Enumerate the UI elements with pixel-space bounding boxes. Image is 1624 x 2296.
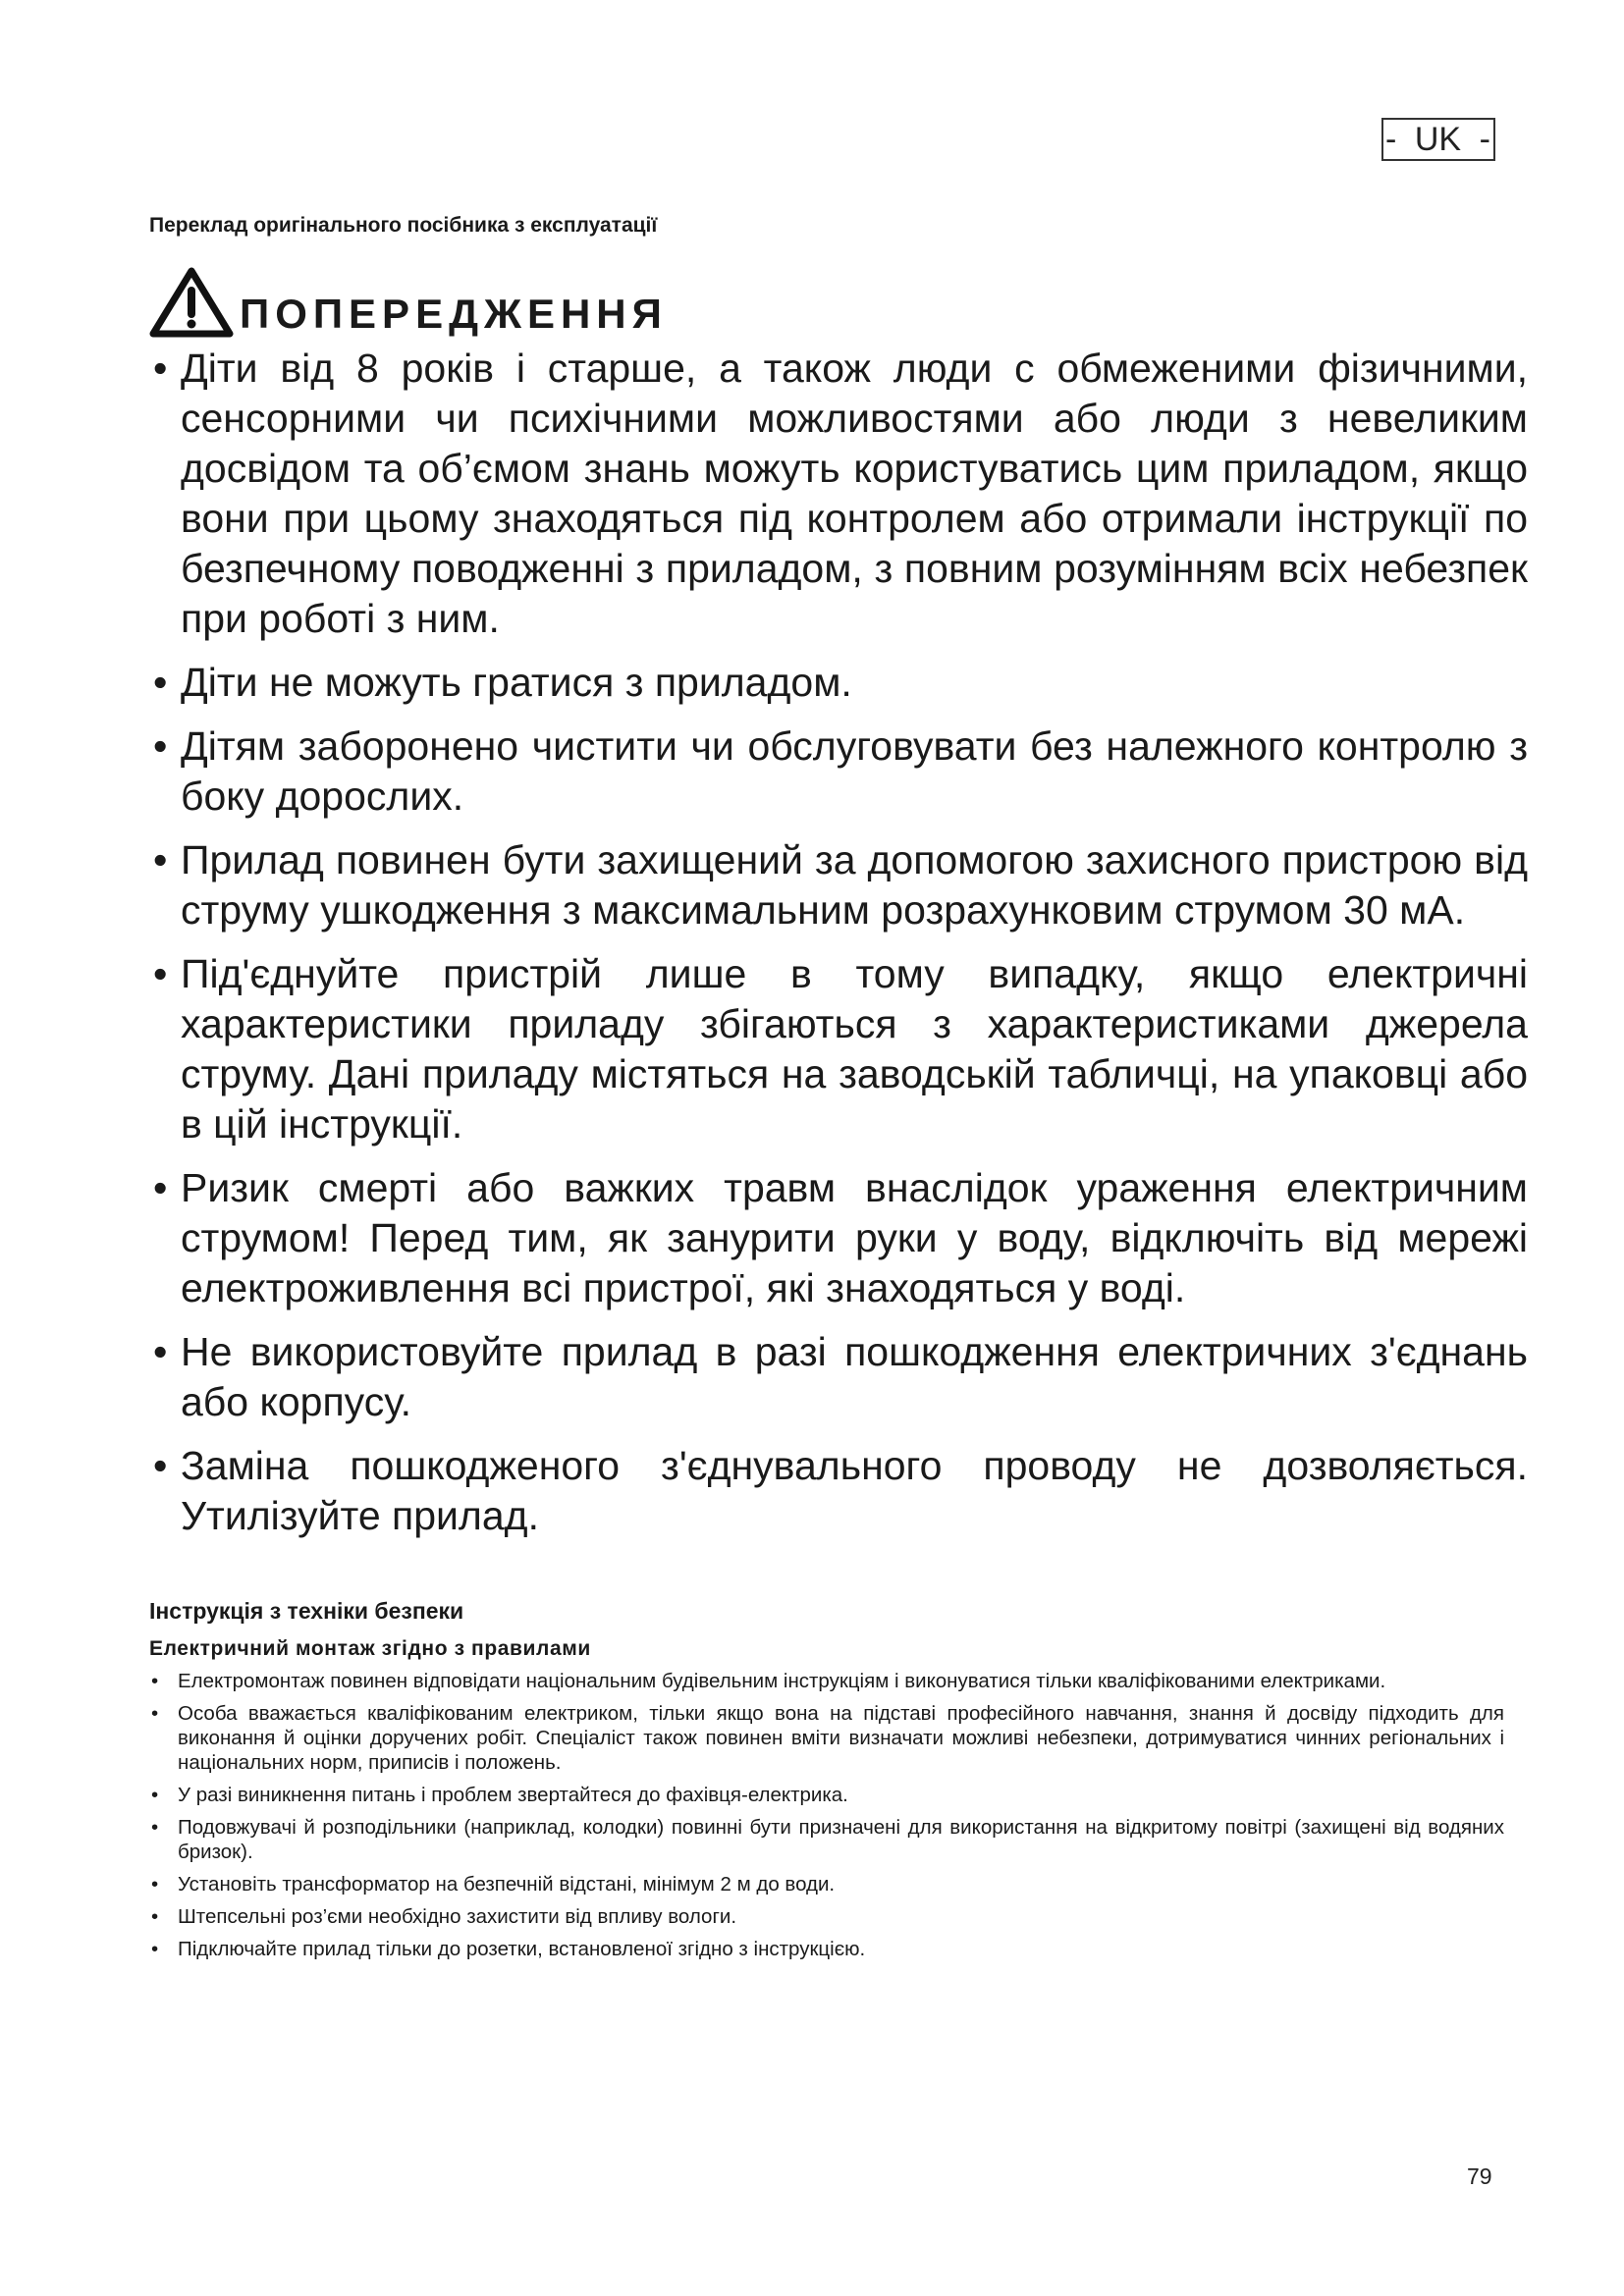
warning-item [153,658,1528,708]
safety-item-text: Установіть трансформатор на безпечній відстані, мінімум 2 м до води. [178,1873,836,1896]
safety-item-text: Подовжувачі й розподільники (наприклад, колодки) повинні бути призначені для використання на відкритому повітрі (захищені від водяних бризок). [178,1816,1504,1863]
warning-item [153,949,1528,1149]
bullet: • [151,1938,159,1960]
warning-heading [149,267,668,338]
warning-title: ПОПЕРЕДЖЕННЯ [240,291,668,337]
bullet: • [153,723,168,769]
lang-dash-right: - [1479,121,1490,158]
safety-item [149,1904,1504,1929]
safety-subheading: Електричний монтаж згідно з правилами [149,1637,591,1660]
warning-item-text: Ризик смерті або важких травм внаслідок ураження електричним струмом! Перед тим, як занурити руки у воду, відключіть від мережі електроживлення всі пристрої, які знаходяться у воді. [181,1165,1528,1310]
safety-item [149,1937,1504,1961]
safety-list [149,1669,1504,1961]
safety-item [149,1872,1504,1896]
safety-item-text: Підключайте прилад тільки до розетки, встановленої згідно з інструкцією. [178,1938,866,1960]
warning-item-text: Під'єднуйте пристрій лише в тому випадку, якщо електричні характеристики приладу збігаються з характеристиками джерела струму. Дані приладу містяться на заводській табличці, на упаковці або в цій інструкції. [181,951,1528,1147]
safety-item [149,1701,1504,1775]
bullet: • [153,346,168,391]
language-code-box [1381,118,1495,161]
bullet: • [153,1329,168,1374]
warning-item [153,835,1528,935]
safety-item [149,1669,1504,1693]
bullet: • [153,837,168,882]
safety-item-text: У разі виникнення питань і проблем звертайтеся до фахівця-електрика. [178,1784,848,1806]
safety-item-text: Особа вважається кваліфікованим електриком, тільки якщо вона на підставі професійного навчання, знання й досвіду підходить для виконання й оцінки доручених робіт. Спеціаліст також повинен вміти визначати можливі небезпеки, дотримуватися чинних регіональних і національних норм, приписів і положень. [178,1702,1504,1774]
warning-item-text: Дітям заборонено чистити чи обслуговувати без належного контролю з боку дорослих. [181,723,1528,819]
bullet: • [151,1702,159,1725]
warning-item [153,721,1528,822]
lang-dash-left: - [1385,121,1397,158]
page-number: 79 [1467,2163,1492,2189]
warning-item [153,344,1528,644]
bullet: • [151,1784,159,1806]
warning-item [153,1163,1528,1313]
warning-item-text: Не використовуйте прилад в разі пошкодження електричних з'єднань або корпусу. [181,1329,1528,1424]
warning-item [153,1327,1528,1427]
warning-item [153,1441,1528,1541]
bullet: • [153,1443,168,1488]
safety-heading: Інструкція з техніки безпеки [149,1598,464,1624]
warning-triangle-icon [149,267,234,338]
lang-code: UK [1414,121,1462,158]
warning-item-text: Діти від 8 років і старше, а також люди с обмеженими фізичними, сенсорними чи психічними можливостями або люди з невеликим досвідом та об’ємом знань можуть користуватись цим приладом, якщо вони при цьому знаходяться під контролем або отримали інструкції по безпечному поводженні з приладом, з повним розумінням всіх небезпек при роботі з ним. [181,346,1528,641]
warning-item-text: Заміна пошкодженого з'єднувального проводу не дозволяється. Утилізуйте прилад. [181,1443,1528,1538]
document-subtitle: Переклад оригінального посібника з експлуатації [149,214,658,237]
bullet: • [153,1165,168,1210]
bullet: • [153,951,168,996]
safety-section [149,1596,1504,1969]
bullet: • [151,1905,159,1928]
bullet: • [151,1816,159,1839]
safety-item [149,1815,1504,1864]
warning-item-text: Діти не можуть гратися з приладом. [181,660,852,705]
warning-item-text: Прилад повинен бути захищений за допомогою захисного пристрою від струму ушкодження з максимальним розрахунковим струмом 30 мА. [181,837,1528,933]
bullet: • [151,1670,159,1692]
safety-item-text: Штепсельні роз’єми необхідно захистити від впливу вологи. [178,1905,737,1928]
bullet: • [151,1873,159,1896]
safety-item [149,1783,1504,1807]
bullet: • [153,660,168,705]
warning-list [153,344,1528,1555]
safety-item-text: Електромонтаж повинен відповідати національним будівельним інструкціям і виконуватися тільки кваліфікованими електриками. [178,1670,1386,1692]
